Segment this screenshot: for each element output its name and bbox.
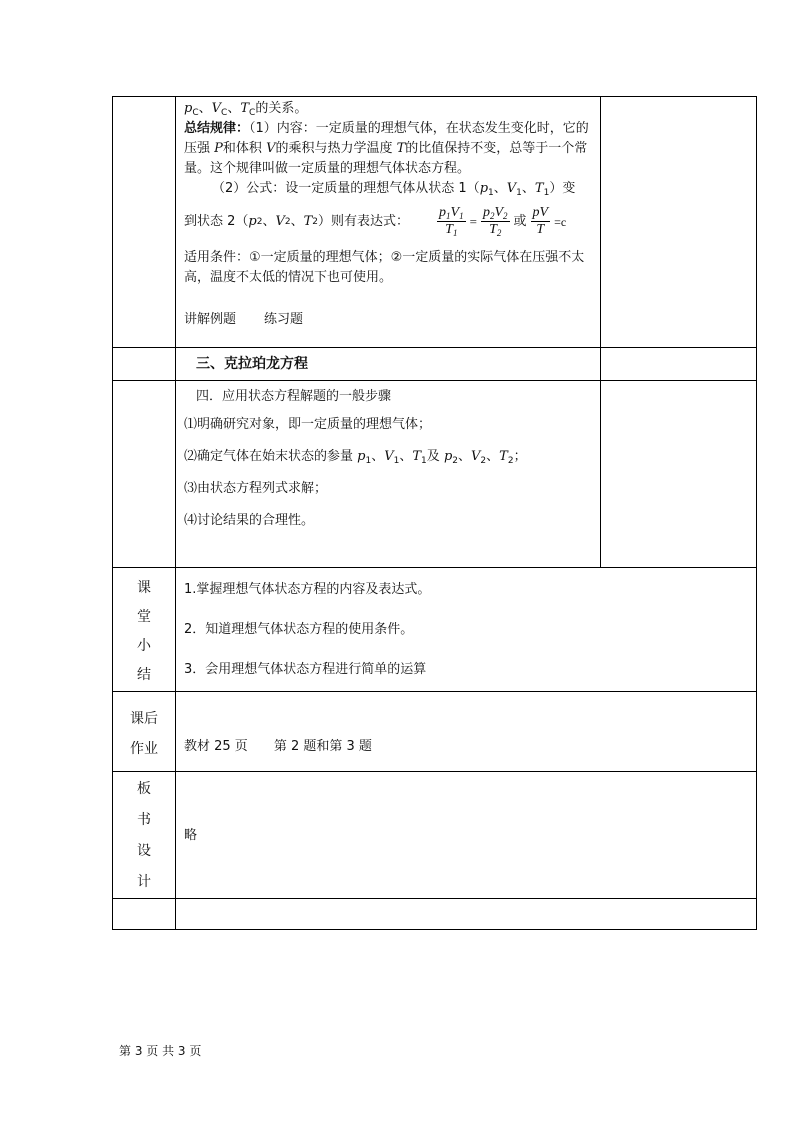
homework-label: 课后 作业 xyxy=(113,692,176,772)
conditions-text: 适用条件：①一定质量的理想气体；②一定质量的实际气体在压强不太高，温度不太低的情况下也可使用。 xyxy=(184,250,585,285)
row-label-cell xyxy=(113,348,176,381)
homework-content xyxy=(176,692,757,772)
table-row xyxy=(113,568,757,692)
summary-paragraph: 总结规律：（1）内容：一定质量的理想气体，在状态发生变化时，它的压强 P和体积 V的乘积与热力学温度 T的比值保持不变，总等于一个常量。这个规律叫做一定质量的理想气体状态方程。 xyxy=(184,121,589,176)
step-item: ⑵确定气体在始末状态的参量 $p_1$、$V_1$、$T_1$及 $p_2$、$V_2$、$T_2$； xyxy=(184,449,527,466)
table-row xyxy=(113,381,757,568)
summary-item: 1.掌握理想气体状态方程的内容及表达式。 xyxy=(184,582,431,597)
summary-title: 总结规律： xyxy=(184,121,250,136)
page-footer: 第 3 页 共 3 页 xyxy=(119,1044,202,1058)
relation-line: $p_C$、$V_C$、$T_C$的关系。 xyxy=(184,101,308,118)
board-design-text: 略 xyxy=(184,828,198,843)
table-row xyxy=(113,692,757,772)
table-row xyxy=(113,772,757,899)
class-summary-label: 课 堂 小 结 xyxy=(113,568,176,692)
table-row xyxy=(113,348,757,381)
state-equation-formula: $\frac{p_1V_1}{T_1}$ = $\frac{p_2V_2}{T_2}$ 或 $\frac{pV}{T}$ =c xyxy=(439,205,567,238)
empty-cell xyxy=(176,899,757,930)
step-item: ⑴明确研究对象，即一定质量的理想气体； xyxy=(184,417,432,432)
notes-cell xyxy=(601,348,757,381)
summary-item: 2．知道理想气体状态方程的使用条件。 xyxy=(184,622,414,637)
table-row xyxy=(113,899,757,930)
board-design-label: 板 书 设 计 xyxy=(113,772,176,899)
clapeyron-title: 三、克拉珀龙方程 xyxy=(196,356,308,372)
board-design-content xyxy=(176,772,757,899)
row-label-cell xyxy=(113,381,176,568)
row-label-cell xyxy=(113,899,176,930)
class-summary-content xyxy=(176,568,757,692)
step-item: ⑷讨论结果的合理性。 xyxy=(184,513,315,528)
steps-title: 四．应用状态方程解题的一般步骤 xyxy=(196,389,392,404)
notes-cell xyxy=(601,97,757,348)
notes-cell xyxy=(601,381,757,568)
formula-intro: （2）公式：设一定质量的理想气体从状态 $1(p_1$、$V_1$、$T_1$）变 xyxy=(212,181,576,198)
homework-problems: 第 2 题和第 3 题 xyxy=(273,739,372,754)
row-label-cell xyxy=(113,97,176,348)
summary-item: 3．会用理想气体状态方程进行简单的运算 xyxy=(184,662,427,677)
step-item: ⑶由状态方程列式求解； xyxy=(184,481,328,496)
examples-line: 讲解例题 练习题 xyxy=(184,312,304,327)
formula-line: 到状态 2（ p 2 、 V 2 、 T 2 ）则有表达式： $\frac{p_1V_1}{T_1}$ = $\frac{p_2V_2}{T_2}$ 或 $\frac{pV}{T}$ =c xyxy=(184,205,567,238)
lesson-plan-table xyxy=(112,96,757,930)
steps-cell xyxy=(176,381,601,568)
homework-textbook: 教材 25 页 xyxy=(184,739,248,754)
summary-content-cell xyxy=(176,97,601,348)
table-row xyxy=(113,97,757,348)
clapeyron-cell xyxy=(176,348,601,381)
